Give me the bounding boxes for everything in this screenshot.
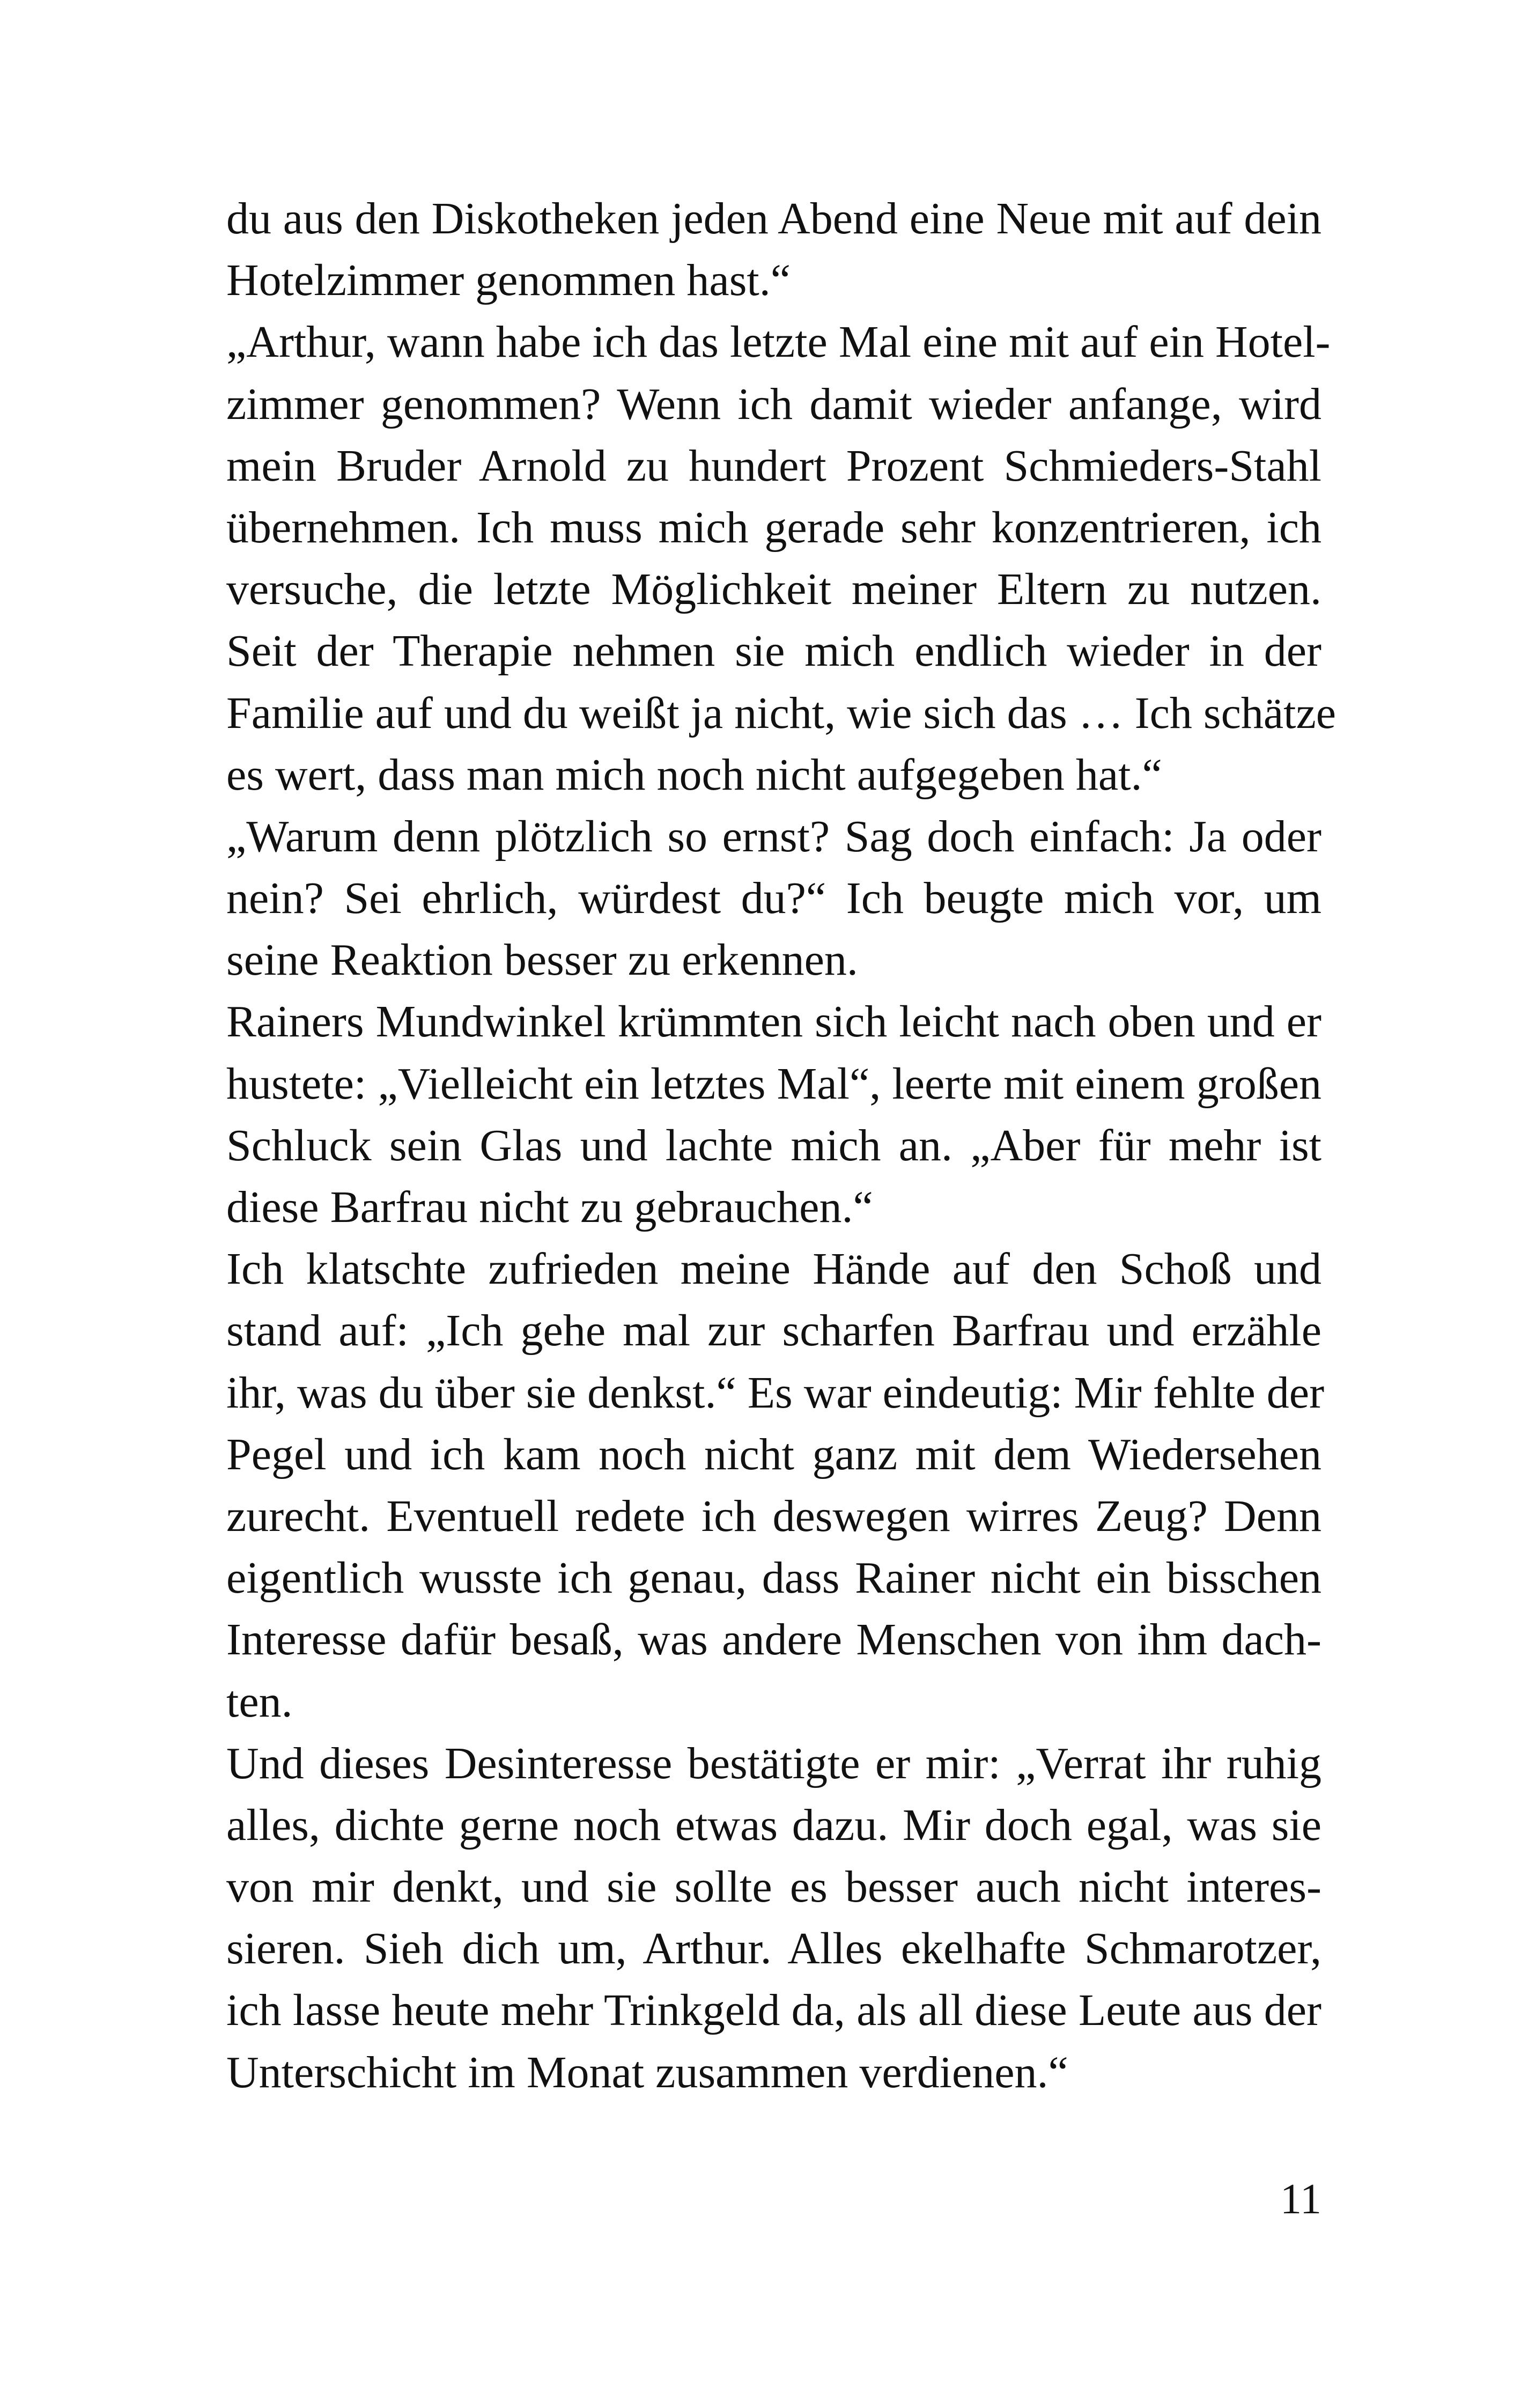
text-line: übernehmen. Ich muss mich gerade sehr konzentrieren, ich	[226, 502, 1321, 553]
text-line: nein? Sei ehrlich, würdest du?“ Ich beugte mich vor, um	[226, 873, 1321, 924]
text-line: Unterschicht im Monat zusammen verdienen.“	[226, 2047, 1068, 2097]
text-line: ich lasse heute mehr Trinkgeld da, als all diese Leute aus der	[226, 1985, 1321, 2036]
text-line: eigentlich wusste ich genau, dass Rainer nicht ein bisschen	[226, 1553, 1321, 1603]
text-line: zurecht. Eventuell redete ich deswegen wirres Zeug? Denn	[226, 1491, 1321, 1541]
text-line: Seit der Therapie nehmen sie mich endlich wieder in der	[226, 626, 1321, 676]
text-line: Rainers Mundwinkel krümmten sich leicht nach oben und er	[226, 997, 1321, 1047]
text-line: versuche, die letzte Möglichkeit meiner Eltern zu nutzen.	[226, 564, 1321, 615]
body-text	[226, 188, 1337, 2103]
text-line: Schluck sein Glas und lachte mich an. „Aber für mehr ist	[226, 1120, 1321, 1170]
text-line: Ich klatschte zufrieden meine Hände auf den Schoß und	[226, 1244, 1321, 1294]
text-line: es wert, dass man mich noch nicht aufgegeben hat.“	[226, 749, 1162, 800]
text-line: Familie auf und du weißt ja nicht, wie sich das … Ich schätze	[226, 688, 1337, 738]
text-line: Interesse dafür besaß, was andere Menschen von ihm dach-	[226, 1615, 1321, 1665]
text-line: „Warum denn plötzlich so ernst? Sag doch einfach: Ja oder	[226, 811, 1321, 861]
text-line: stand auf: „Ich gehe mal zur scharfen Barfrau und erzähle	[226, 1306, 1321, 1356]
text-line: seine Reaktion besser zu erkennen.	[226, 935, 858, 985]
text-line: mein Bruder Arnold zu hundert Prozent Schmieders-Stahl	[226, 440, 1321, 491]
text-line: hustete: „Vielleicht ein letztes Mal“, leerte mit einem großen	[226, 1058, 1321, 1109]
text-line: du aus den Diskotheken jeden Abend eine Neue mit auf dein	[226, 194, 1321, 244]
text-line: sieren. Sieh dich um, Arthur. Alles ekelhafte Schmarotzer,	[226, 1924, 1321, 1974]
text-line: ten.	[226, 1676, 293, 1727]
text-line: Und dieses Desinteresse bestätigte er mir: „Verrat ihr ruhig	[226, 1738, 1321, 1788]
text-line: „Arthur, wann habe ich das letzte Mal eine mit auf ein Hotel-	[226, 317, 1331, 367]
text-line: diese Barfrau nicht zu gebrauchen.“	[226, 1182, 873, 1232]
text-line: Pegel und ich kam noch nicht ganz mit dem Wiedersehen	[226, 1429, 1321, 1479]
text-line: ihr, was du über sie denkst.“ Es war eindeutig: Mir fehlte der	[226, 1367, 1325, 1418]
text-line: alles, dichte gerne noch etwas dazu. Mir doch egal, was sie	[226, 1800, 1321, 1850]
page-number: 11	[1280, 2176, 1321, 2223]
text-line: Hotelzimmer genommen hast.“	[226, 255, 791, 306]
text-line: von mir denkt, und sie sollte es besser auch nicht interes-	[226, 1862, 1321, 1912]
text-line: zimmer genommen? Wenn ich damit wieder anfange, wird	[226, 379, 1321, 429]
